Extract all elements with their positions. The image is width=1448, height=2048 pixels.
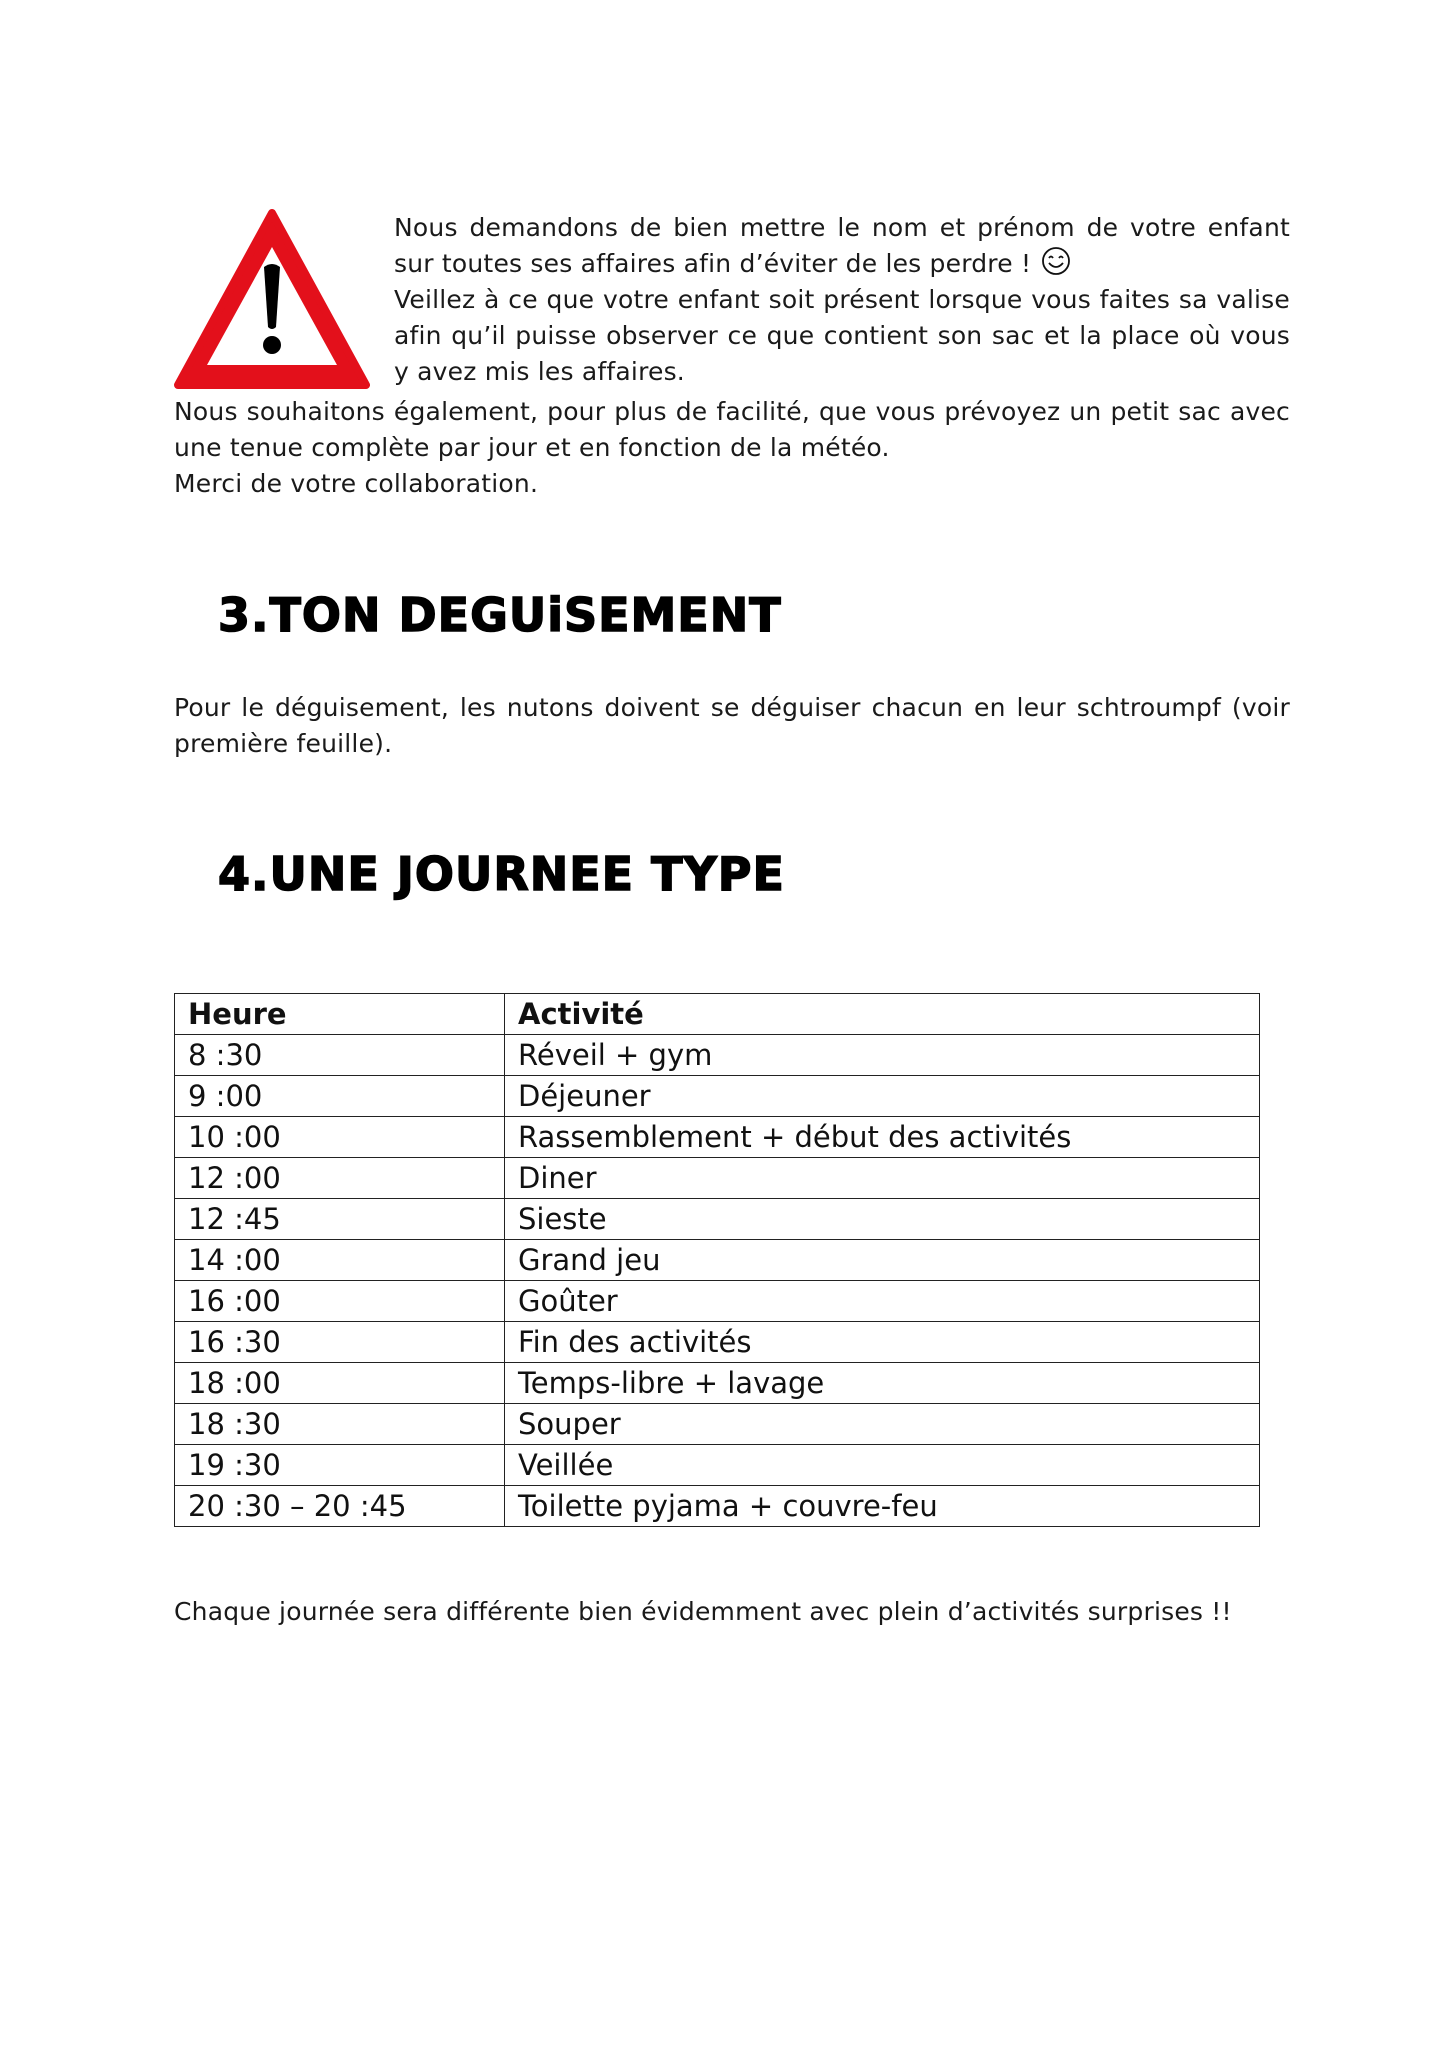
activity-cell: Temps-libre + lavage bbox=[505, 1363, 1260, 1404]
time-cell: 18 :30 bbox=[175, 1404, 505, 1445]
table-row bbox=[175, 1281, 1260, 1322]
activity-cell: Rassemblement + début des activités bbox=[505, 1117, 1260, 1158]
table-row bbox=[175, 1158, 1260, 1199]
table-row bbox=[175, 1117, 1260, 1158]
activity-cell: Diner bbox=[505, 1158, 1260, 1199]
warning-triangle-icon bbox=[172, 205, 372, 395]
activity-cell: Réveil + gym bbox=[505, 1035, 1260, 1076]
table-row bbox=[175, 1035, 1260, 1076]
schedule-table bbox=[174, 993, 1260, 1527]
activity-cell: Goûter bbox=[505, 1281, 1260, 1322]
footer-text: Chaque journée sera différente bien évidemment avec plein d’activités surprises !! bbox=[174, 1597, 1232, 1626]
warning-paragraph-1: Nous demandons de bien mettre le nom et prénom de votre enfant sur toutes ses affaires afin d’éviter de les perdre ! bbox=[394, 213, 1290, 278]
table-row bbox=[175, 1240, 1260, 1281]
activity-cell: Souper bbox=[505, 1404, 1260, 1445]
warning-paragraph-2: Veillez à ce que votre enfant soit présent lorsque vous faites sa valise afin qu’il puisse observer ce que contient son sac et la place où vous y avez mis les affaires. bbox=[394, 285, 1290, 386]
table-row bbox=[175, 1404, 1260, 1445]
section-4-heading: 4.UNE JOURNEE TYPE bbox=[218, 847, 785, 901]
deguisement-text bbox=[174, 690, 1290, 762]
warning-text bbox=[394, 210, 1290, 390]
table-row bbox=[175, 1076, 1260, 1117]
table-row bbox=[175, 1486, 1260, 1527]
time-cell: 10 :00 bbox=[175, 1117, 505, 1158]
table-row bbox=[175, 1199, 1260, 1240]
deguisement-paragraph: Pour le déguisement, les nutons doivent se déguiser chacun en leur schtroumpf (voir première feuille). bbox=[174, 693, 1290, 758]
time-cell: 19 :30 bbox=[175, 1445, 505, 1486]
table-row bbox=[175, 1445, 1260, 1486]
time-cell: 16 :30 bbox=[175, 1322, 505, 1363]
time-cell: 18 :00 bbox=[175, 1363, 505, 1404]
activity-cell: Déjeuner bbox=[505, 1076, 1260, 1117]
time-cell: 16 :00 bbox=[175, 1281, 505, 1322]
activity-cell: Veillée bbox=[505, 1445, 1260, 1486]
activity-cell: Fin des activités bbox=[505, 1322, 1260, 1363]
smiley-icon bbox=[1041, 246, 1071, 276]
table-row bbox=[175, 1322, 1260, 1363]
header-activite: Activité bbox=[505, 994, 1260, 1035]
header-heure: Heure bbox=[175, 994, 505, 1035]
time-cell: 12 :45 bbox=[175, 1199, 505, 1240]
time-cell: 9 :00 bbox=[175, 1076, 505, 1117]
activity-cell: Grand jeu bbox=[505, 1240, 1260, 1281]
table-header-row bbox=[175, 994, 1260, 1035]
time-cell: 8 :30 bbox=[175, 1035, 505, 1076]
notes-text bbox=[174, 394, 1290, 502]
table-row bbox=[175, 1363, 1260, 1404]
activity-cell: Sieste bbox=[505, 1199, 1260, 1240]
time-cell: 12 :00 bbox=[175, 1158, 505, 1199]
time-cell: 20 :30 – 20 :45 bbox=[175, 1486, 505, 1527]
time-cell: 14 :00 bbox=[175, 1240, 505, 1281]
notes-paragraph-2: Merci de votre collaboration. bbox=[174, 469, 539, 498]
activity-cell: Toilette pyjama + couvre-feu bbox=[505, 1486, 1260, 1527]
notes-paragraph-1: Nous souhaitons également, pour plus de facilité, que vous prévoyez un petit sac avec une tenue complète par jour et en fonction de la météo. bbox=[174, 397, 1290, 462]
section-3-heading: 3.TON DEGUiSEMENT bbox=[218, 588, 782, 642]
